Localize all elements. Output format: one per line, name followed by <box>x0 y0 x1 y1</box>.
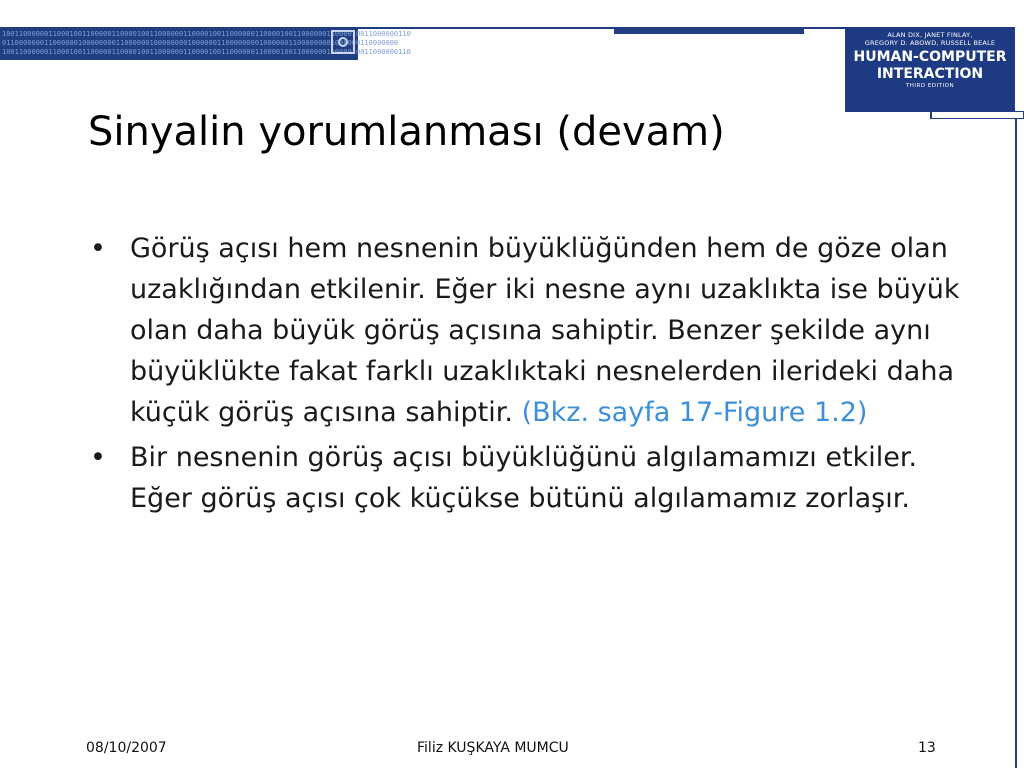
bullet-list <box>90 228 970 523</box>
book-edition: THIRD EDITION <box>905 83 955 89</box>
book-title-line-2: INTERACTION <box>876 66 984 82</box>
binary-header-strip <box>0 27 411 60</box>
bullet-item <box>90 437 970 519</box>
bullet-item <box>90 228 970 433</box>
bullet-dot: • <box>90 442 106 473</box>
book-frame <box>930 111 1024 119</box>
binary-pattern <box>2 30 411 57</box>
header-accent-bar <box>614 27 804 34</box>
binary-row-2: 0110000000110000001000000001100000010000000010000001100000000100000011000000001000000110000000 <box>2 39 399 47</box>
footer-page-number: 13 <box>918 740 936 756</box>
bullet-dot: • <box>90 233 106 264</box>
emblem-icon <box>331 30 355 54</box>
slide-title: Sinyalin yorumlanması (devam) <box>88 109 725 155</box>
book-title-line-1: HUMAN-COMPUTER <box>853 49 1007 65</box>
right-border-line <box>1015 118 1017 768</box>
book-cover-logo <box>845 27 1015 112</box>
footer-author: Filiz KUŞKAYA MUMCU <box>417 740 569 756</box>
bullet-text: Bir nesnenin görüş açısı büyüklüğünü algılamamızı etkiler. Eğer görüş açısı çok küçükse bütünü algılamamız zorlaşır. <box>130 442 918 514</box>
book-authors: ALAN DIX, JANET FINLAY, GREGORY D. ABOWD, RUSSELL BEALE <box>864 31 996 47</box>
footer-date: 08/10/2007 <box>86 740 167 756</box>
bullet-text: Görüş açısı hem nesnenin büyüklüğünden hem de göze olan uzaklığından etkilenir. Eğer iki nesne aynı uzaklıkta ise büyük olan daha büyük görüş açısına sahiptir. Benzer şekilde aynı büyüklükte fakat farklı uzaklıktaki nesnelerden ilerideki daha küçük görüş açısına sahiptir. <box>130 233 960 428</box>
binary-row-1: 1001100000011000100110000011000010011000000110000100110000001100001001100000011000010011000000110 <box>2 30 411 38</box>
figure-reference: (Bkz. sayfa 17-Figure 1.2) <box>521 397 868 428</box>
binary-row-3: 1001100000011000100110000011000010011000000110000100110000001100001001100000011000010011000000110 <box>2 48 411 56</box>
